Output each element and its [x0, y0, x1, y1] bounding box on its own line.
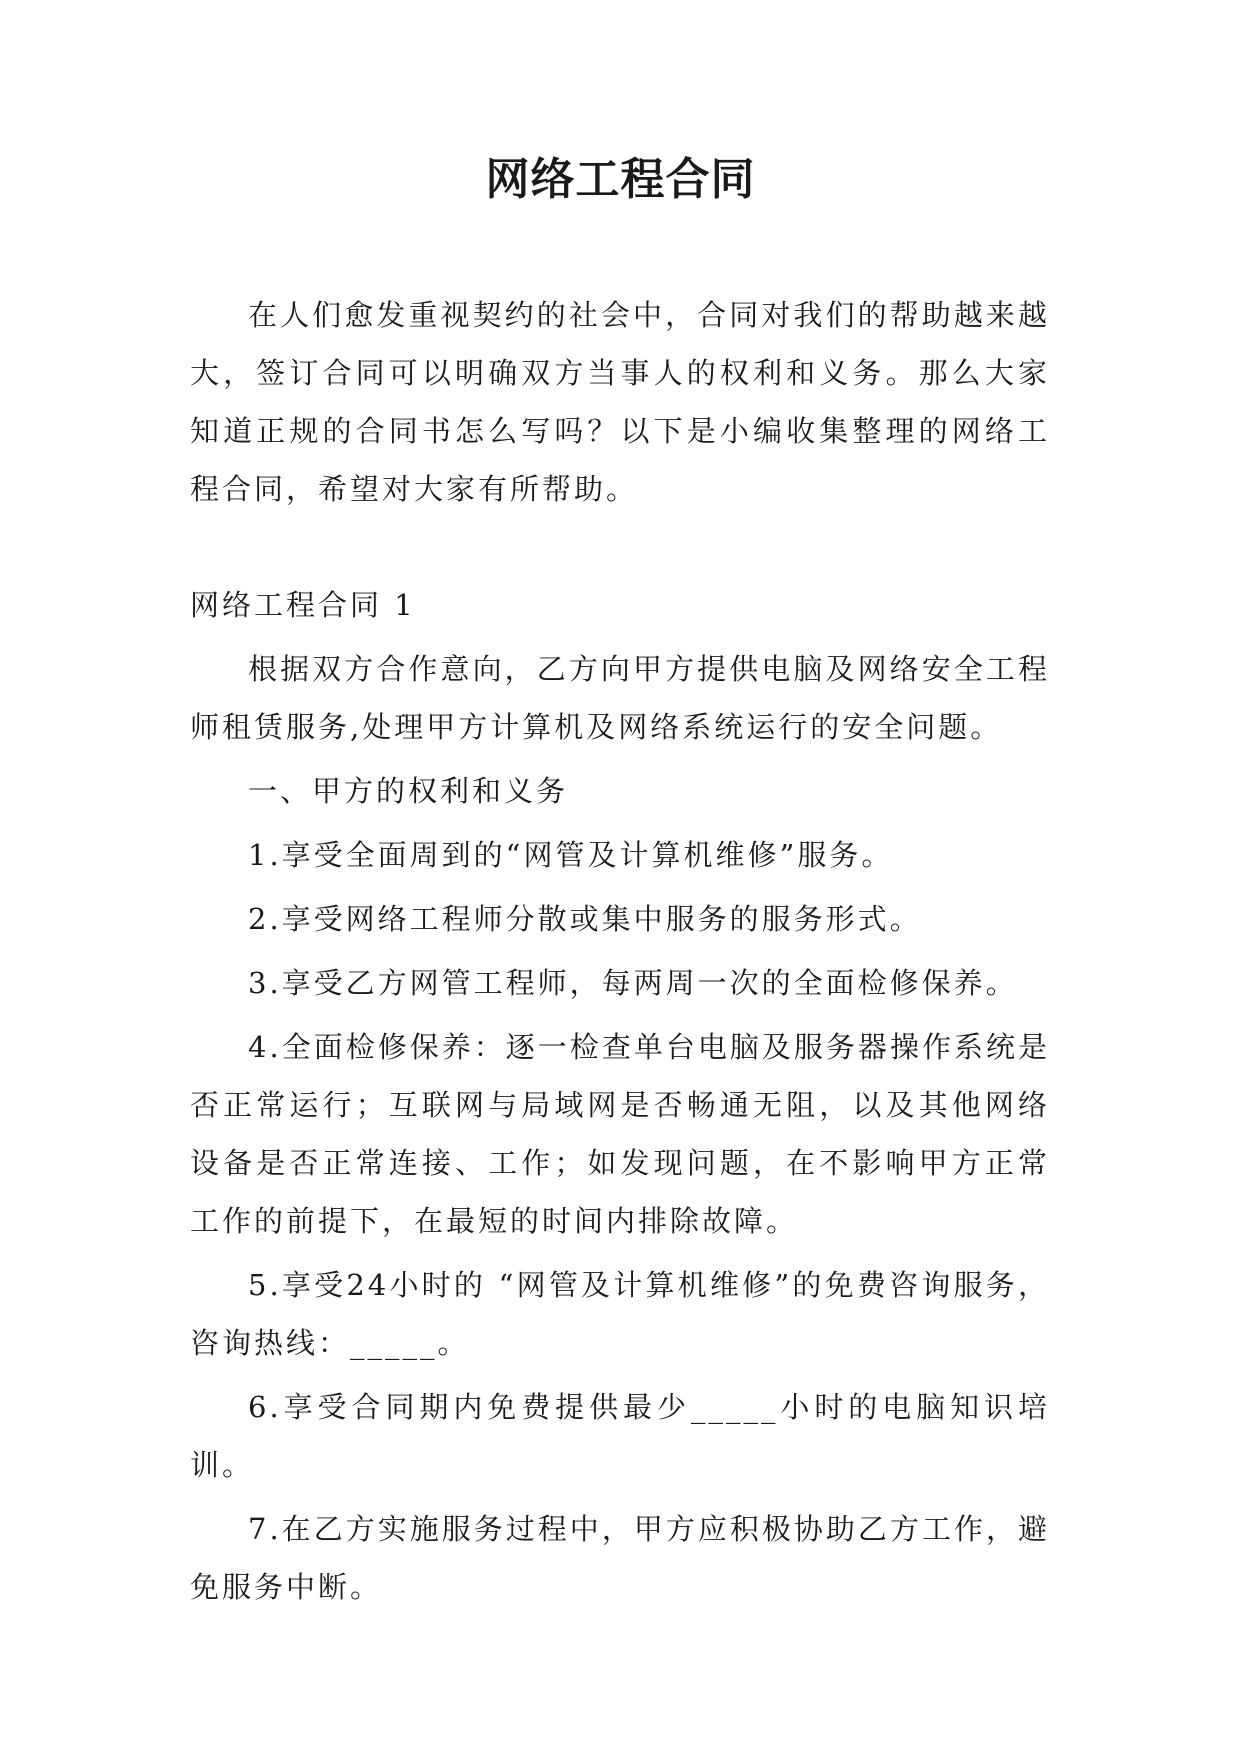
intro-paragraph: 在人们愈发重视契约的社会中，合同对我们的帮助越来越大，签订合同可以明确双方当事人的权利和义务。那么大家知道正规的合同书怎么写吗？以下是小编收集整理的网络工程合同，希望对大家有所帮助。 [190, 298, 1050, 506]
section-heading: 网络工程合同 1 [190, 588, 416, 622]
list-item: 2.享受网络工程师分散或集中服务的服务形式。 [248, 902, 922, 936]
list-item: 7.在乙方实施服务过程中，甲方应积极协助乙方工作，避免服务中断。 [190, 1512, 1050, 1604]
list-item: 1.享受全面周到的“网管及计算机维修”服务。 [248, 838, 894, 872]
list-item: 6.享受合同期内免费提供最少_____小时的电脑知识培训。 [190, 1390, 1050, 1482]
subheading: 一、甲方的权利和义务 [248, 774, 569, 808]
document-title: 网络工程合同 [485, 154, 756, 205]
list-item: 4.全面检修保养：逐一检查单台电脑及服务器操作系统是否正常运行；互联网与局域网是否畅通无阻，以及其他网络设备是否正常连接、工作；如发现问题，在不影响甲方正常工作的前提下，在最短的时间内排除故障。 [190, 1030, 1050, 1238]
list-item: 3.享受乙方网管工程师，每两周一次的全面检修保养。 [248, 966, 1018, 1000]
section-intro-paragraph: 根据双方合作意向，乙方向甲方提供电脑及网络安全工程师租赁服务,处理甲方计算机及网络系统运行的安全问题。 [190, 652, 1050, 744]
list-item: 5.享受24小时的 “网管及计算机维修”的免费咨询服务，咨询热线：_____。 [190, 1268, 1050, 1360]
document-body [190, 286, 1050, 1616]
